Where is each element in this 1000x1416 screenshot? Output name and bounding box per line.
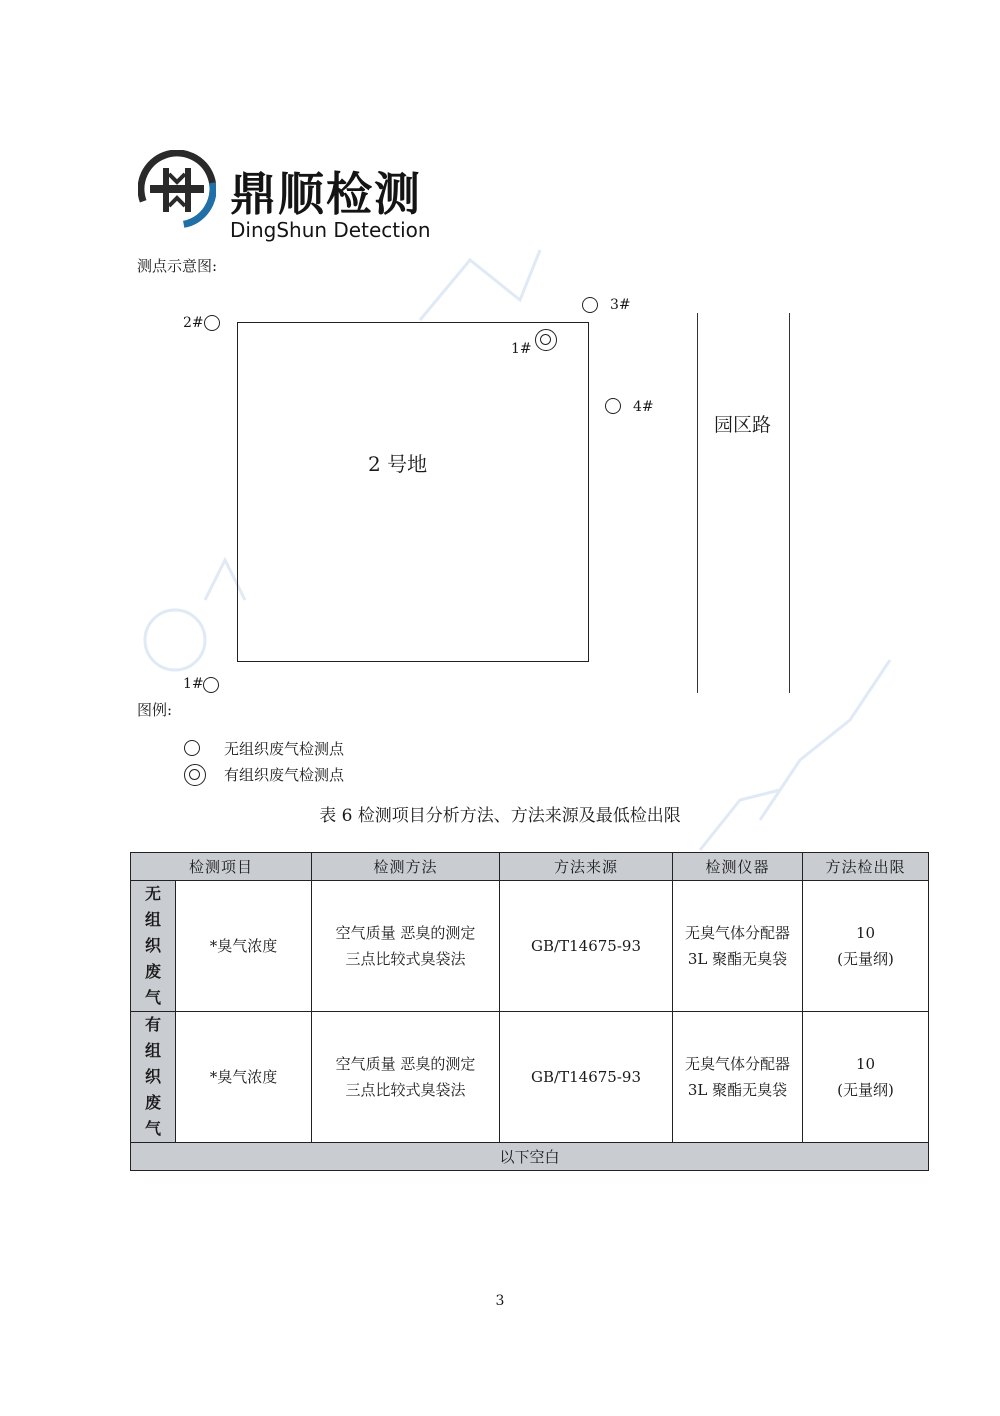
header-item: 检测项目 <box>131 853 312 881</box>
method-cell: 空气质量 恶臭的测定 三点比较式臭袋法 <box>312 1012 500 1143</box>
unorganized-point-4-icon <box>605 398 621 414</box>
company-logo <box>138 150 458 246</box>
road-label: 园区路 <box>714 414 772 436</box>
site-boundary <box>237 322 589 662</box>
item-cell: *臭气浓度 <box>176 881 312 1012</box>
single-circle-icon <box>184 740 200 756</box>
point-label-4: 4# <box>633 399 654 415</box>
limit-cell: 10 (无量纲) <box>803 1012 929 1143</box>
unorganized-point-3-icon <box>582 297 598 313</box>
point-label-2: 2# <box>183 315 204 331</box>
legend-item-label: 无组织废气检测点 <box>224 740 345 758</box>
table-footer: 以下空白 <box>131 1143 929 1171</box>
header-method: 检测方法 <box>312 853 500 881</box>
point-label-3: 3# <box>610 297 631 313</box>
source-cell: GB/T14675-93 <box>500 881 673 1012</box>
page-number: 3 <box>495 1293 505 1309</box>
method-cell: 空气质量 恶臭的测定 三点比较式臭袋法 <box>312 881 500 1012</box>
logo-name-en: DingShun Detection <box>230 218 431 242</box>
instrument-cell: 无臭气体分配器 3L 聚酯无臭袋 <box>673 1012 803 1143</box>
item-cell: *臭气浓度 <box>176 1012 312 1143</box>
logo-emblem-icon <box>138 150 216 228</box>
category-cell: 有 组 织 废 气 <box>131 1012 176 1143</box>
table-row <box>131 881 929 1012</box>
legend-item-label: 有组织废气检测点 <box>224 766 345 784</box>
point-label-1-organized: 1# <box>511 341 532 357</box>
double-circle-icon <box>184 764 206 786</box>
category-cell: 无 组 织 废 气 <box>131 881 176 1012</box>
source-cell: GB/T14675-93 <box>500 1012 673 1143</box>
legend-title: 图例: <box>137 701 173 719</box>
table-row <box>131 1012 929 1143</box>
road-edge-left <box>697 313 698 693</box>
header-limit: 方法检出限 <box>803 853 929 881</box>
unorganized-point-1-icon <box>203 677 219 693</box>
organized-point-1-icon <box>535 329 557 351</box>
site-label: 2 号地 <box>368 452 428 476</box>
point-label-1: 1# <box>183 676 204 692</box>
methods-table <box>130 852 929 1171</box>
header-instrument: 检测仪器 <box>673 853 803 881</box>
header-source: 方法来源 <box>500 853 673 881</box>
unorganized-point-2-icon <box>204 315 220 331</box>
site-map-title: 测点示意图: <box>137 257 218 275</box>
table-header-row <box>131 853 929 881</box>
logo-name-cn: 鼎顺检测 <box>230 167 422 221</box>
table-footer-row <box>131 1143 929 1171</box>
limit-cell: 10 (无量纲) <box>803 881 929 1012</box>
table-caption: 表 6 检测项目分析方法、方法来源及最低检出限 <box>319 806 681 826</box>
road-edge-right <box>789 313 790 693</box>
instrument-cell: 无臭气体分配器 3L 聚酯无臭袋 <box>673 881 803 1012</box>
